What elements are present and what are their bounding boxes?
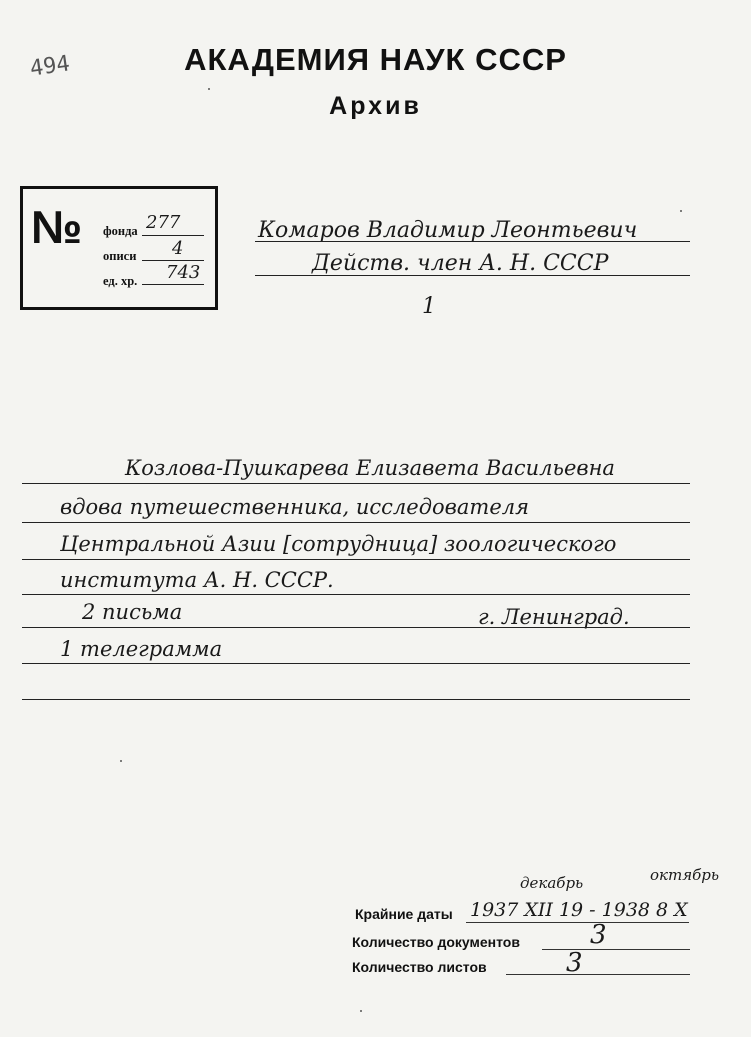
description-line-1: Козлова-Пушкарева Елизавета Васильевна [125, 456, 615, 480]
opis-line [142, 260, 204, 261]
scan-speck [680, 210, 682, 212]
documents-label: Количество документов [352, 934, 520, 950]
owner-line-1 [255, 241, 690, 242]
scan-speck [120, 760, 122, 762]
fond-line [142, 235, 204, 236]
dates-note-start: декабрь [520, 874, 584, 892]
fund-owner-title: Действ. член А. Н. СССР [312, 251, 609, 276]
fund-owner-note: 1 [422, 294, 436, 319]
sheets-label: Количество листов [352, 959, 487, 975]
desc-rule-6 [22, 663, 690, 664]
item-label: ед. хр. [103, 274, 138, 288]
archive-title: Архив [329, 92, 422, 120]
scan-speck [360, 1010, 362, 1012]
place-of-origin: г. Ленинград. [478, 605, 630, 629]
doc-kind-letters: 2 письма [82, 600, 183, 624]
dates-note-end: октябрь [650, 866, 720, 884]
item-line [142, 284, 204, 285]
dates-label: Крайние даты [355, 906, 453, 922]
documents-value: 3 [590, 920, 607, 950]
sheets-value: 3 [566, 948, 583, 978]
opis-value: 4 [172, 238, 184, 259]
desc-rule-2 [22, 522, 690, 523]
item-value: 743 [166, 262, 201, 283]
margin-note: 494 [28, 51, 72, 82]
description-line-3: Центральной Азии [сотрудница] зоологического [60, 532, 617, 556]
desc-rule-3 [22, 559, 690, 560]
doc-kind-telegram: 1 телеграмма [60, 637, 223, 661]
scan-speck [208, 88, 210, 90]
fund-owner-name: Комаров Владимир Леонтьевич [258, 218, 638, 243]
desc-rule-4 [22, 594, 690, 595]
opis-label: описи [103, 249, 137, 263]
desc-rule-5 [22, 627, 690, 628]
documents-line [542, 949, 690, 950]
dates-value: 1937 XII 19 - 1938 8 X [470, 899, 688, 921]
sheets-line [506, 974, 690, 975]
dates-line [466, 922, 689, 923]
number-sign: № [31, 201, 81, 253]
organization-title: АКАДЕМИЯ НАУК СССР [184, 42, 567, 77]
description-line-2: вдова путешественника, исследователя [60, 495, 530, 519]
owner-line-2 [255, 275, 690, 276]
description-line-4: института А. Н. СССР. [60, 568, 334, 592]
fond-label: фонда [103, 224, 138, 238]
fond-value: 277 [146, 212, 181, 233]
desc-rule-1 [22, 483, 690, 484]
desc-rule-7 [22, 699, 690, 700]
